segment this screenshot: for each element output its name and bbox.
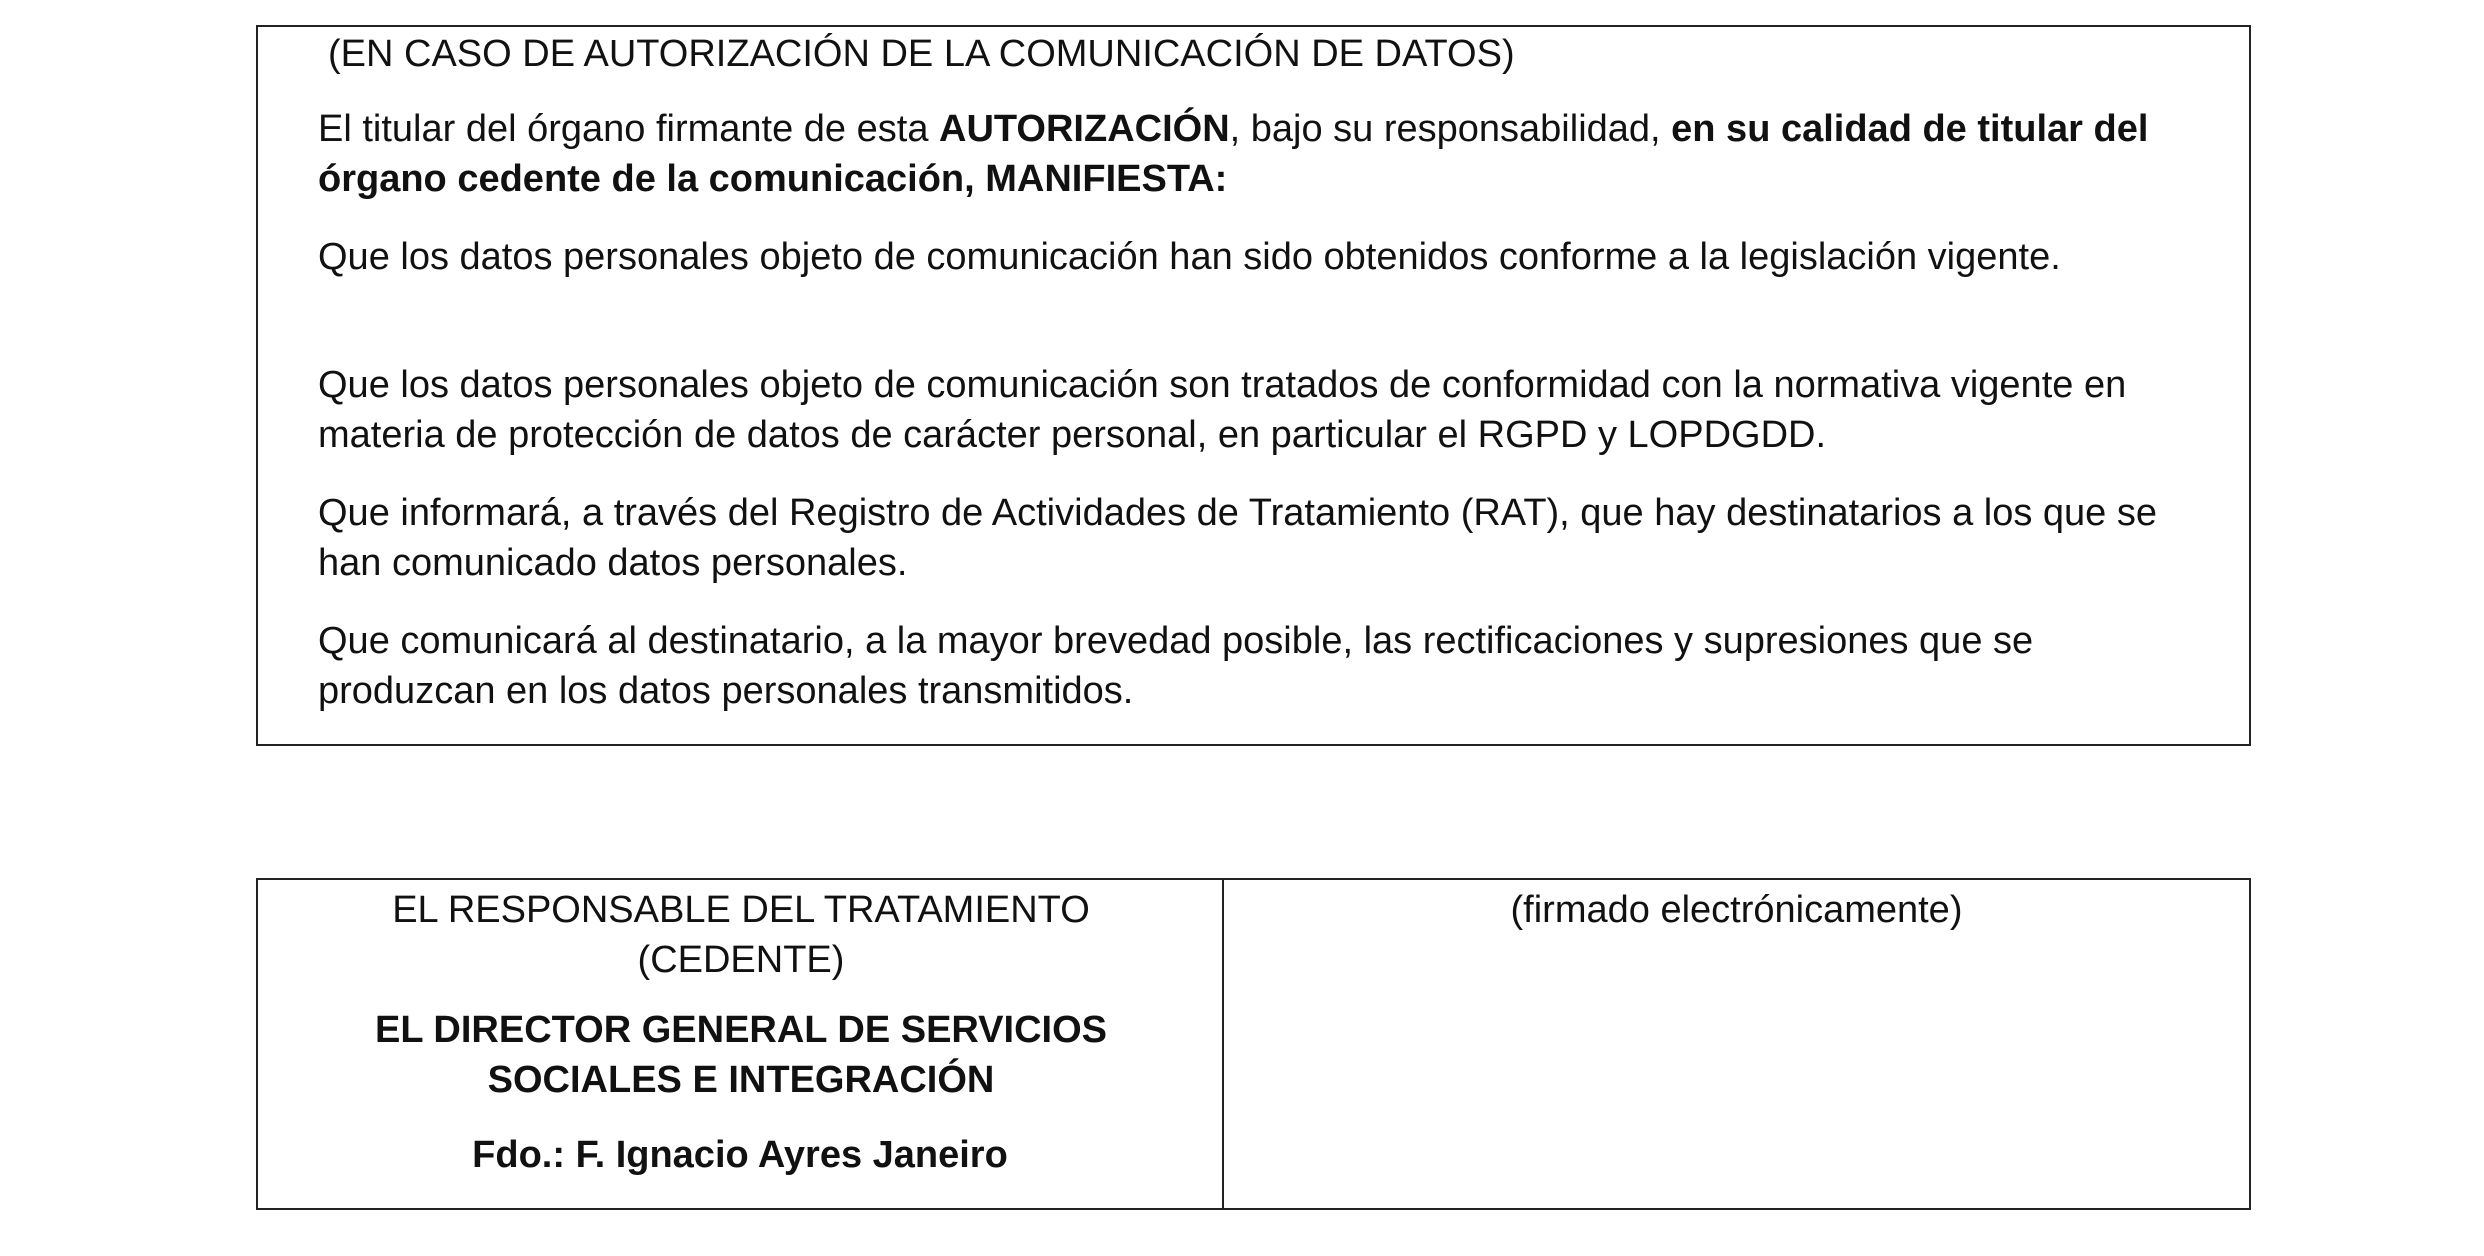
authorization-box-title: (EN CASO DE AUTORIZACIÓN DE LA COMUNICACIÓN DE DATOS)	[328, 33, 1515, 75]
responsible-title: EL RESPONSABLE DEL TRATAMIENTO (CEDENTE)	[392, 889, 1090, 981]
statement-obtained: Que los datos personales objeto de comunicación han sido obtenidos conforme a la legislación vigente.	[318, 236, 2061, 278]
authorization-box	[256, 25, 2251, 746]
intro-text-1: El titular del órgano firmante de esta	[318, 108, 940, 150]
statement-treated: Que los datos personales objeto de comunicación son tratados de conformidad con la normativa vigente en materia de protección de datos de carácter personal, en particular el RGPD y LOPDGDD.	[318, 364, 2127, 456]
signature-left-cell	[258, 880, 1224, 1208]
signature-table	[256, 878, 2251, 1210]
signature-right-cell	[1224, 880, 2249, 1208]
manifest-intro	[318, 104, 2198, 204]
intro-bold-manifest: en su calidad de titular del órgano cedente de la comunicación, MANIFIESTA:	[318, 108, 2149, 200]
signatory-name: Fdo.: F. Ignacio Ayres Janeiro	[472, 1134, 1008, 1176]
intro-bold-authorization: AUTORIZACIÓN	[939, 108, 1230, 150]
intro-text-2: , bajo su responsabilidad,	[1229, 108, 1672, 150]
director-title: EL DIRECTOR GENERAL DE SERVICIOS SOCIALES E INTEGRACIÓN	[374, 1009, 1107, 1101]
electronic-signature-note: (firmado electrónicamente)	[1510, 889, 1963, 931]
statement-rectifications: Que comunicará al destinatario, a la mayor brevedad posible, las rectificaciones y supresiones que se produzcan en los datos personales transmitidos.	[318, 620, 2034, 712]
statement-rat: Que informará, a través del Registro de Actividades de Tratamiento (RAT), que hay destinatarios a los que se han comunicado datos personales.	[318, 492, 2158, 584]
